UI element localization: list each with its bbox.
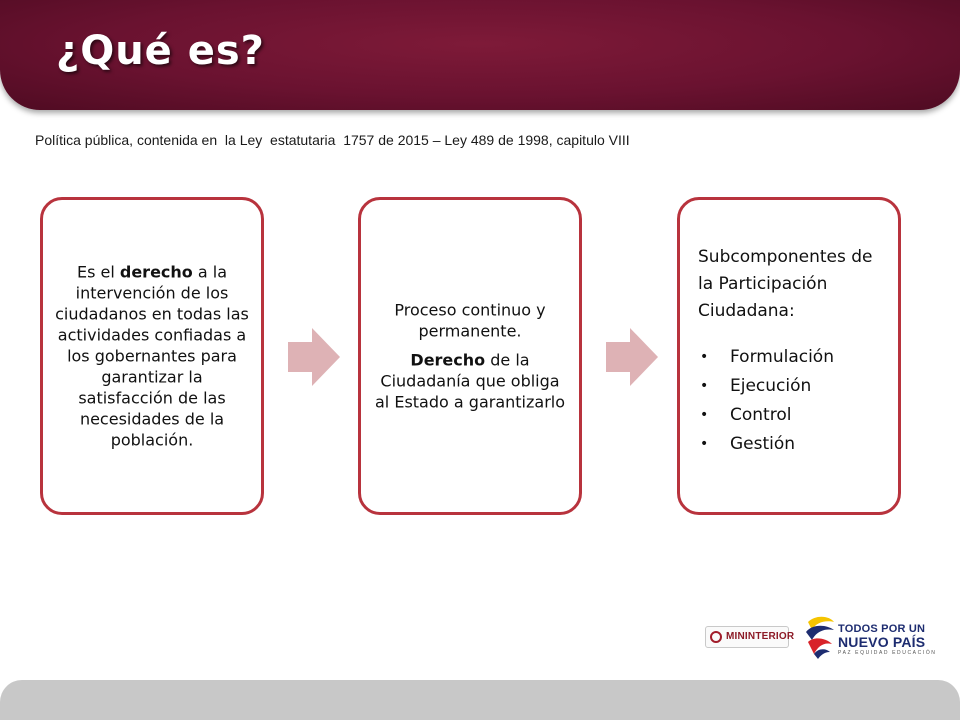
process-text: [371, 300, 569, 413]
footer-bar: [0, 680, 960, 720]
arrow-right-icon: [288, 328, 340, 386]
seal-icon: [710, 631, 722, 643]
list-item-label: Formulación: [730, 347, 834, 367]
list-item: [698, 401, 890, 430]
process-line1: Proceso continuo y permanente.: [394, 300, 546, 341]
subcomponents-heading: Subcomponentes de la Participación Ciudadana:: [698, 247, 873, 321]
process-bold: Derecho: [410, 350, 486, 370]
definition-pre: Es el: [76, 262, 120, 282]
title-bar: [0, 0, 960, 110]
process-box: [358, 197, 582, 515]
bullet-icon: •: [700, 349, 709, 365]
subtitle: Política pública, contenida en la Ley estatutaria 1757 de 2015 – Ley 489 de 1998, capitulo VIII: [35, 132, 630, 148]
process-post: de la Ciudadanía que obliga al Estado a garantizarlo: [375, 350, 565, 412]
subcomponents-list: [698, 343, 890, 459]
definition-box: [40, 197, 264, 515]
list-item-label: Ejecución: [730, 376, 812, 396]
list-item-label: Control: [730, 405, 792, 425]
definition-post: a la intervención de los ciudadanos en todas las actividades confiadas a los gobernantes para garantizar la satisfacción de las necesidades de la población.: [55, 262, 249, 450]
bullet-icon: •: [700, 407, 709, 423]
logo-line-2: NUEVO PAÍS: [838, 634, 926, 650]
list-item-label: Gestión: [730, 434, 796, 454]
page-title: ¿Qué es?: [56, 28, 265, 74]
definition-bold: derecho: [119, 262, 193, 282]
logo-line-3: PAZ EQUIDAD EDUCACIÓN: [838, 650, 937, 656]
nuevo-pais-logo-text: [838, 623, 937, 657]
list-item: [698, 372, 890, 401]
bullet-icon: •: [700, 436, 709, 452]
nuevo-pais-mark-icon: [804, 612, 836, 660]
definition-text: [53, 262, 251, 451]
bullet-icon: •: [700, 378, 709, 394]
mininterior-logo: [705, 626, 795, 648]
subcomponents-box: [677, 197, 901, 515]
list-item: [698, 430, 890, 459]
list-item: [698, 343, 890, 372]
subcomponents-content: [698, 244, 890, 459]
logo-line-1: TODOS POR UN: [838, 623, 926, 635]
mininterior-logo-text: MININTERIOR: [726, 631, 795, 642]
arrow-right-icon: [606, 328, 658, 386]
